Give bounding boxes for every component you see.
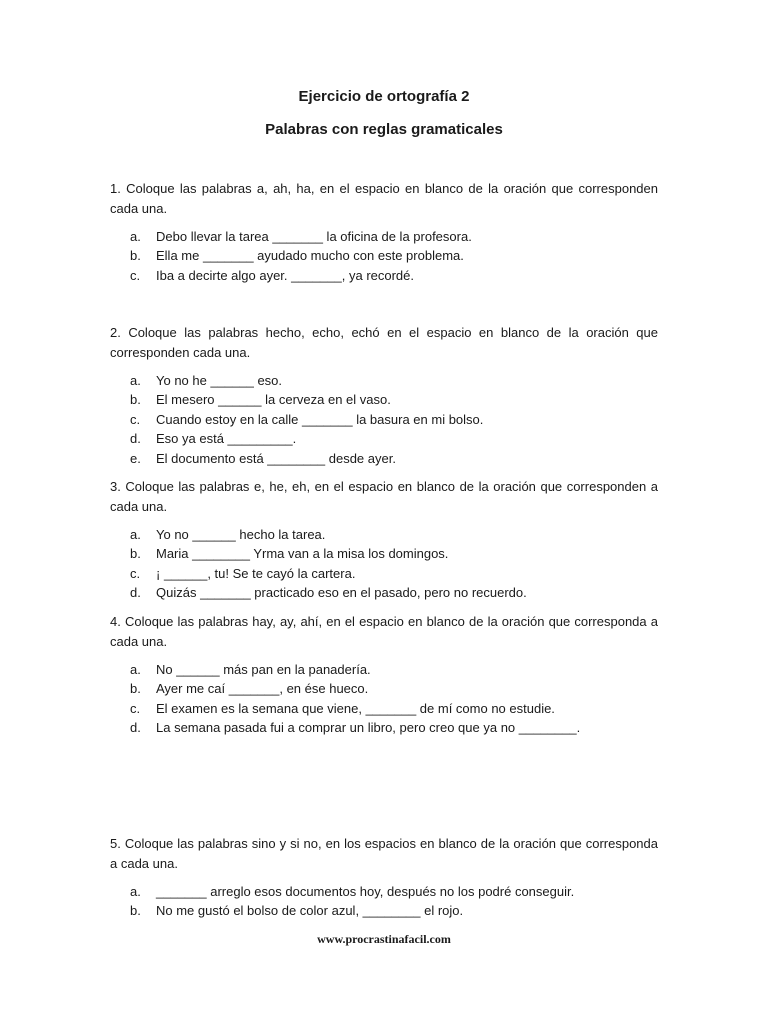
item-letter: b.	[130, 546, 141, 562]
item-text: Ella me _______ ayudado mucho con este problema.	[156, 248, 464, 264]
list-item	[110, 246, 658, 265]
item-text: Iba a decirte algo ayer. _______, ya recordé.	[156, 267, 415, 283]
page-title: Ejercicio de ortografía 2	[298, 88, 470, 105]
exercise-1-question: 1. Coloque las palabras a, ah, ha, en el espacio en blanco de la oración que corresponden cada una.	[110, 181, 658, 216]
list-item	[110, 679, 658, 698]
item-text: El examen es la semana que viene, _______ de mí como no estudie.	[156, 700, 555, 716]
exercise-3	[110, 477, 658, 603]
item-letter: c.	[130, 267, 141, 283]
item-text: Eso ya está _________.	[156, 431, 297, 447]
list-item	[110, 660, 658, 679]
list-item	[110, 699, 658, 718]
list-item	[110, 583, 658, 602]
exercise-3-question: 3. Coloque las palabras e, he, eh, en el espacio en blanco de la oración que corresponden a cada una.	[110, 479, 658, 514]
list-item	[110, 227, 658, 246]
item-letter: d.	[130, 720, 141, 736]
item-text: Quizás _______ practicado eso en el pasado, pero no recuerdo.	[156, 585, 527, 601]
item-letter: b.	[130, 248, 141, 264]
item-text: No ______ más pan en la panadería.	[156, 662, 371, 677]
list-item	[110, 449, 658, 468]
exercise-4-question: 4. Coloque las palabras hay, ay, ahí, en el espacio en blanco de la oración que corresponda a cada una.	[110, 614, 658, 649]
item-text: No me gustó el bolso de color azul, ________ el rojo.	[156, 903, 464, 919]
item-letter: c.	[130, 700, 141, 716]
exercise-2	[110, 323, 658, 468]
list-item	[110, 371, 658, 390]
item-text: _______ arreglo esos documentos hoy, después no los podré conseguir.	[156, 884, 575, 899]
list-item	[110, 901, 658, 920]
list-item	[110, 525, 658, 544]
item-letter: b.	[130, 903, 141, 919]
item-text: El mesero ______ la cerveza en el vaso.	[156, 392, 391, 408]
exercise-5	[110, 834, 658, 921]
list-item	[110, 564, 658, 583]
item-letter: a.	[130, 373, 141, 388]
exercise-4-items	[110, 660, 658, 738]
item-letter: d.	[130, 585, 141, 601]
item-letter: e.	[130, 450, 141, 466]
item-letter: a.	[130, 884, 141, 899]
exercise-2-items	[110, 371, 658, 468]
exercise-4	[110, 612, 658, 738]
item-text: Maria ________ Yrma van a la misa los domingos.	[156, 546, 449, 562]
exercise-5-question: 5. Coloque las palabras sino y si no, en los espacios en blanco de la oración que corresponda a cada una.	[110, 836, 658, 871]
item-text: Yo no he ______ eso.	[156, 373, 283, 388]
item-letter: d.	[130, 431, 141, 447]
exercise-1-items	[110, 227, 658, 285]
footer-url: www.procrastinafacil.com	[317, 932, 451, 946]
item-text: Cuando estoy en la calle _______ la basura en mi bolso.	[156, 411, 484, 427]
item-text: Ayer me caí _______, en ése hueco.	[156, 681, 369, 697]
exercise-5-items	[110, 882, 658, 921]
list-item	[110, 718, 658, 737]
page-subtitle: Palabras con reglas gramaticales	[265, 121, 503, 138]
list-item	[110, 410, 658, 429]
item-letter: b.	[130, 392, 141, 408]
list-item	[110, 544, 658, 563]
item-letter: a.	[130, 527, 141, 542]
exercise-3-items	[110, 525, 658, 603]
list-item	[110, 882, 658, 901]
item-letter: c.	[130, 411, 141, 427]
item-text: ¡ ______, tu! Se te cayó la cartera.	[156, 565, 356, 581]
exercise-1	[110, 179, 658, 285]
item-letter: b.	[130, 681, 141, 697]
list-item	[110, 429, 658, 448]
item-letter: a.	[130, 662, 141, 677]
list-item	[110, 390, 658, 409]
item-text: El documento está ________ desde ayer.	[156, 450, 396, 466]
list-item	[110, 266, 658, 285]
item-letter: a.	[130, 229, 141, 244]
item-text: Yo no ______ hecho la tarea.	[156, 527, 326, 542]
item-text: La semana pasada fui a comprar un libro, pero creo que ya no ________.	[156, 720, 581, 736]
item-letter: c.	[130, 565, 141, 581]
item-text: Debo llevar la tarea _______ la oficina de la profesora.	[156, 229, 472, 244]
exercise-2-question: 2. Coloque las palabras hecho, echo, echó en el espacio en blanco de la oración que corresponden cada una.	[110, 325, 658, 360]
